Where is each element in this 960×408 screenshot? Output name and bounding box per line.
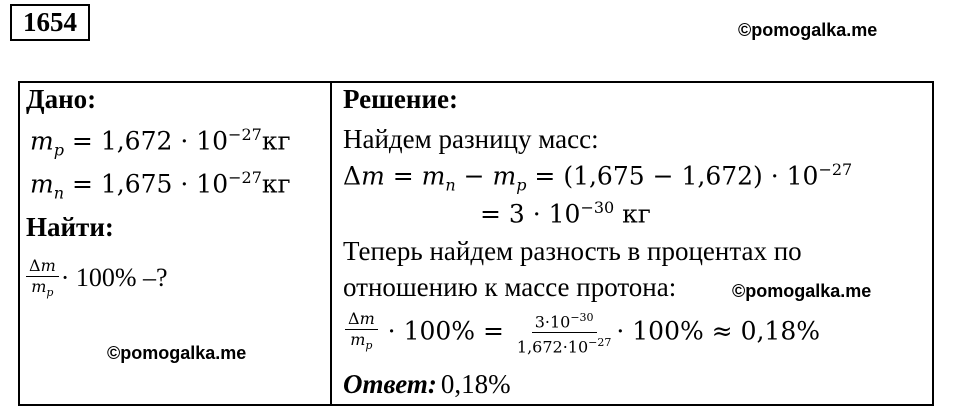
percent-lhs-fraction: $\frac{\Delta m}{m_p}$: [345, 309, 378, 356]
mass-difference-result: = $3 \cdot 10^{-30}$ кг: [480, 198, 651, 229]
solution-line-4: отношению к массе протона:: [343, 272, 677, 302]
watermark-left: ©pomogalka.me: [107, 343, 247, 363]
answer-label: Ответ:: [343, 369, 437, 399]
column-divider: [330, 81, 332, 406]
percent-equation: $\frac{\Delta m}{m_p}$ · 100% = $\frac{3\cdot 10^{-30}}{1,672\cdot 10^{-27}}$ · 100% ≈ 0,18%: [343, 308, 820, 358]
solution-line-1: Найдем разницу масс:: [343, 124, 599, 154]
find-fraction: $\frac{\Delta m}{m_p}$: [26, 256, 59, 303]
percent-value-fraction: $\frac{3\cdot 10^{-30}}{1,672\cdot 10^{-27}}$: [514, 308, 614, 358]
answer-line: [343, 369, 511, 400]
find-expression: $\frac{\Delta m}{m_p}$ · 100% –?: [24, 256, 168, 303]
find-heading: Найти:: [26, 212, 114, 242]
given-proton-mass: $m_p = 1,672 \cdot 10^{-27}кг$: [30, 125, 291, 160]
watermark-right: ©pomogalka.me: [732, 281, 872, 301]
solution-heading: Решение:: [343, 84, 458, 114]
solution-line-3: Теперь найдем разность в процентах по: [343, 236, 802, 266]
problem-number: 1654: [10, 4, 90, 41]
given-neutron-mass: $m_n = 1,675 \cdot 10^{-27}кг$: [30, 168, 291, 203]
answer-value: 0,18%: [440, 369, 511, 399]
watermark-top: ©pomogalka.me: [738, 20, 878, 40]
given-heading: Дано:: [26, 84, 97, 114]
mass-difference-equation: $\Delta m = m_n - m_p = (1,675 - 1,672) \cdot 10^{-27}$: [343, 160, 853, 195]
